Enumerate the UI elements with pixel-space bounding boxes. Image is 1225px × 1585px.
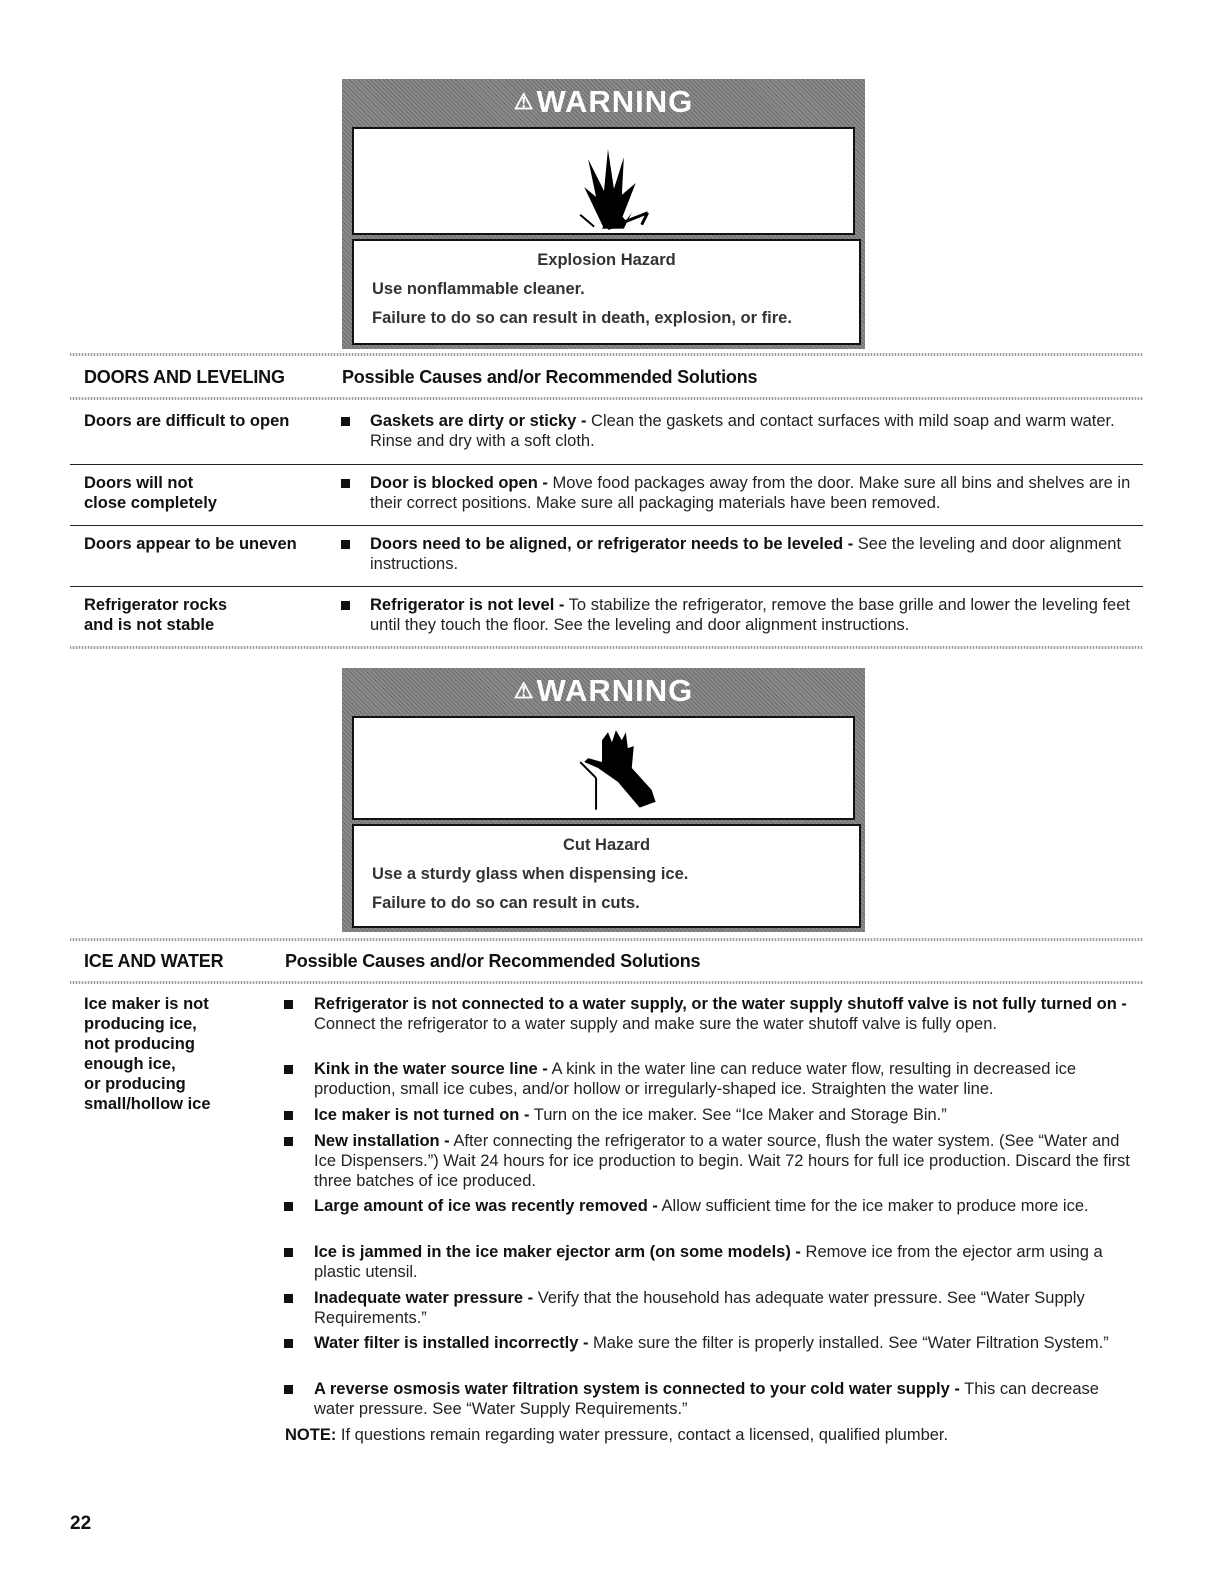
cut-pictogram-panel (352, 716, 855, 820)
solution-ice-jammed: Ice is jammed in the ice maker ejector arm (on some models) - Remove ice from the ejector arm using a plastic utensil. (314, 1243, 1103, 1281)
solution-water-filter: Water filter is installed incorrectly - Make sure the filter is properly installed. See “Water Filtration System.” (314, 1334, 1109, 1352)
section-title-ice: ICE AND WATER (84, 951, 224, 971)
warning-triangle-icon: ⚠ (513, 89, 535, 114)
problem-doors-uneven: Doors appear to be uneven (84, 535, 297, 553)
bullet (284, 1248, 293, 1257)
bullet (284, 1137, 293, 1146)
page-number: 22 (70, 1513, 92, 1534)
row-divider (70, 586, 1143, 587)
section-divider (70, 397, 1143, 400)
explosion-text-panel (352, 239, 861, 345)
warning-line-2: Failure to do so can result in death, explosion, or fire. (372, 309, 792, 327)
row-divider (70, 525, 1143, 526)
bullet (341, 601, 350, 610)
explosion-icon (354, 129, 853, 233)
section-divider (70, 981, 1143, 984)
solution-not-turned-on: Ice maker is not turned on - Turn on the ice maker. See “Ice Maker and Storage Bin.” (314, 1106, 947, 1124)
column-title: Possible Causes and/or Recommended Solutions (285, 951, 701, 971)
solution-water-pressure: Inadequate water pressure - Verify that the household has adequate water pressure. See “Water Supply Requirements.” (314, 1289, 1085, 1327)
warning-line-2: Failure to do so can result in cuts. (372, 894, 640, 912)
note: NOTE: If questions remain regarding water pressure, contact a licensed, qualified plumber. (285, 1426, 949, 1444)
warning-banner: ⚠WARNING (513, 84, 694, 119)
warning-banner: ⚠WARNING (513, 673, 694, 708)
cut-text-panel (352, 824, 861, 928)
problem-doors-not-close: Doors will not close completely (84, 474, 217, 512)
section-divider (70, 646, 1143, 649)
bullet (341, 417, 350, 426)
problem-refrigerator-rocks: Refrigerator rocks and is not stable (84, 596, 228, 634)
row-divider (70, 464, 1143, 465)
hazard-title: Cut Hazard (562, 836, 651, 854)
bullet (284, 1111, 293, 1120)
explosion-pictogram-panel (352, 127, 855, 235)
bullet (284, 1202, 293, 1211)
column-title: Possible Causes and/or Recommended Solutions (342, 367, 758, 387)
problem-ice-maker: Ice maker is not producing ice, not producing enough ice, or producing small/hollow ice (84, 995, 211, 1113)
solution-not-level: Refrigerator is not level - To stabilize the refrigerator, remove the base grille and lower the leveling feet until they touch the floor. See the leveling and door alignment instructions. (370, 596, 1130, 634)
cut-warning-box (342, 668, 865, 932)
bullet (284, 1294, 293, 1303)
solution-reverse-osmosis: A reverse osmosis water filtration system is connected to your cold water supply - This can decrease water pressure. See “Water Supply Requirements.” (314, 1380, 1099, 1418)
bullet (341, 479, 350, 488)
bullet (284, 1339, 293, 1348)
solution-ice-removed: Large amount of ice was recently removed - Allow sufficient time for the ice maker to produce more ice. (314, 1197, 1089, 1215)
solution-gaskets: Gaskets are dirty or sticky - Clean the gaskets and contact surfaces with mild soap and warm water. Rinse and dry with a soft cloth. (370, 412, 1115, 450)
solution-not-connected: Refrigerator is not connected to a water supply, or the water supply shutoff valve is not fully turned on - Connect the refrigerator to a water supply and make sure the water shutoff valve is fully open. (314, 995, 1127, 1033)
bullet (284, 1065, 293, 1074)
bullet (341, 540, 350, 549)
warning-triangle-icon: ⚠ (513, 678, 535, 703)
section-title-doors: DOORS AND LEVELING (84, 367, 285, 387)
solution-door-blocked: Door is blocked open - Move food packages away from the door. Make sure all bins and shelves are in their correct positions. Make sure all packaging materials have been removed. (370, 474, 1131, 512)
warning-line-1: Use nonflammable cleaner. (372, 280, 585, 298)
hazard-title: Explosion Hazard (537, 251, 676, 269)
explosion-warning-box (342, 79, 865, 349)
section-divider (70, 353, 1143, 356)
section-divider (70, 938, 1143, 941)
bullet (284, 1000, 293, 1009)
problem-doors-difficult: Doors are difficult to open (84, 412, 290, 430)
solution-doors-aligned: Doors need to be aligned, or refrigerator needs to be leveled - See the leveling and door alignment instructions. (370, 535, 1122, 573)
solution-kink: Kink in the water source line - A kink in the water line can reduce water flow, resulting in decreased ice production, small ice cubes, and/or hollow or irregularly-shaped ice. Straighten the water line. (314, 1060, 1077, 1098)
solution-new-installation: New installation - After connecting the refrigerator to a water source, flush the water system. (See “Water and Ice Dispensers.”) Wait 24 hours for ice production to begin. Wait 72 hours for full ice production. Discard the first three batches of ice produced. (314, 1132, 1130, 1190)
cut-hand-icon (354, 718, 853, 818)
bullet (284, 1385, 293, 1394)
warning-line-1: Use a sturdy glass when dispensing ice. (372, 865, 689, 883)
